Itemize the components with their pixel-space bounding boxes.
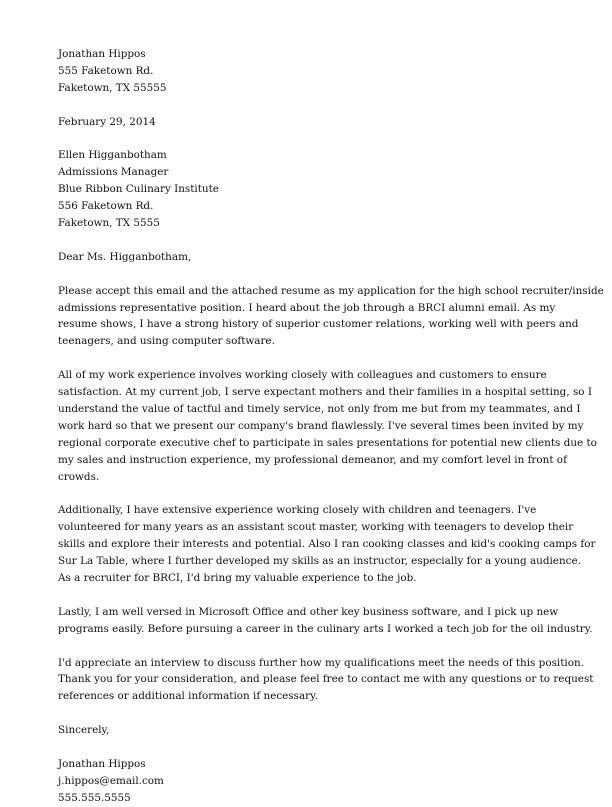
spacer: [58, 131, 558, 148]
paragraph-line: understand the value of tactful and timely service, not only from me but from my teammates, and I: [58, 402, 581, 415]
paragraph-line: programs easily. Before pursuing a career in the culinary arts I worked a tech job for the oil industry.: [58, 622, 593, 635]
signature-block: [58, 756, 558, 807]
spacer: [58, 638, 558, 655]
sender-address: [58, 46, 558, 97]
spacer: [58, 587, 558, 604]
signature-name: Jonathan Hippos: [58, 757, 146, 770]
spacer: [58, 705, 558, 722]
closing-text: Sincerely,: [58, 724, 110, 737]
paragraph-line: work hard so that we present our company's brand flawlessly. I've several times been invited by my: [58, 419, 584, 432]
paragraph-1: [58, 283, 604, 351]
paragraph-4: [58, 604, 593, 638]
recipient-title: Admissions Manager: [58, 166, 169, 179]
date-text: February 29, 2014: [58, 115, 156, 128]
paragraph-2: [58, 367, 597, 485]
sender-city: Faketown, TX 55555: [58, 81, 167, 94]
paragraph-line: resume shows, I have a strong history of superior customer relations, working well with peers and: [58, 318, 579, 331]
paragraph-line: All of my work experience involves working closely with colleagues and customers to ensure: [58, 369, 547, 382]
letter-page: [58, 46, 604, 807]
paragraph-5: [58, 655, 594, 706]
paragraph-line: satisfaction. At my current job, I serve expectant mothers and their families in a hospital setting, so I: [58, 386, 592, 399]
recipient-street: 556 Faketown Rd.: [58, 200, 154, 213]
paragraph-line: references or additional information if necessary.: [58, 690, 318, 703]
sender-name: Jonathan Hippos: [58, 48, 146, 60]
paragraph-line: I'd appreciate an interview to discuss further how my qualifications meet the needs of this position.: [58, 656, 584, 669]
paragraph-3: [58, 502, 596, 587]
paragraph-line: regional corporate executive chef to participate in sales presentations for potential new clients due to: [58, 436, 597, 449]
signature-phone: 555.555.5555: [58, 791, 131, 804]
salutation-text: Dear Ms. Higganbotham,: [58, 250, 192, 263]
paragraph-line: Please accept this email and the attached resume as my application for the high school recruiter/inside: [58, 284, 604, 297]
paragraph-line: As a recruiter for BRCI, I'd bring my valuable experience to the job.: [58, 572, 417, 584]
paragraph-line: admissions representative position. I heard about the job through a BRCI alumni email. As my: [58, 301, 556, 314]
spacer: [58, 232, 558, 249]
spacer: [58, 739, 558, 756]
recipient-name: Ellen Higganbotham: [58, 149, 167, 162]
recipient-address: [58, 147, 558, 232]
signature-email: j.hippos@email.com: [58, 774, 164, 787]
paragraph-line: crowds.: [58, 470, 100, 483]
paragraph-line: Additionally, I have extensive experience working closely with children and teenagers. I've: [58, 504, 537, 517]
paragraph-line: volunteered for many years as an assistant scout master, working with teenagers to develop their: [58, 521, 574, 534]
paragraph-line: teenagers, and using computer software.: [58, 335, 275, 348]
salutation: [58, 249, 558, 266]
letter-date: [58, 114, 558, 131]
closing: [58, 722, 558, 739]
paragraph-line: Thank you for your consideration, and please feel free to contact me with any questions or to request: [58, 673, 594, 686]
paragraph-line: Lastly, I am well versed in Microsoft Office and other key business software, and I pick up new: [58, 605, 559, 618]
spacer: [58, 350, 558, 367]
paragraph-line: Sur La Table, where I further developed my skills as an instructor, especially for a young audience.: [58, 555, 581, 568]
sender-street: 555 Faketown Rd.: [58, 64, 154, 77]
paragraph-line: skills and explore their interests and potential. Also I ran cooking classes and kid's cooking camps for: [58, 538, 596, 551]
spacer: [58, 97, 558, 114]
spacer: [58, 266, 558, 283]
recipient-organization: Blue Ribbon Culinary Institute: [58, 183, 219, 196]
spacer: [58, 485, 558, 502]
recipient-city: Faketown, TX 5555: [58, 217, 160, 230]
paragraph-line: my sales and instruction experience, my professional demeanor, and my comfort level in front of: [58, 453, 567, 466]
